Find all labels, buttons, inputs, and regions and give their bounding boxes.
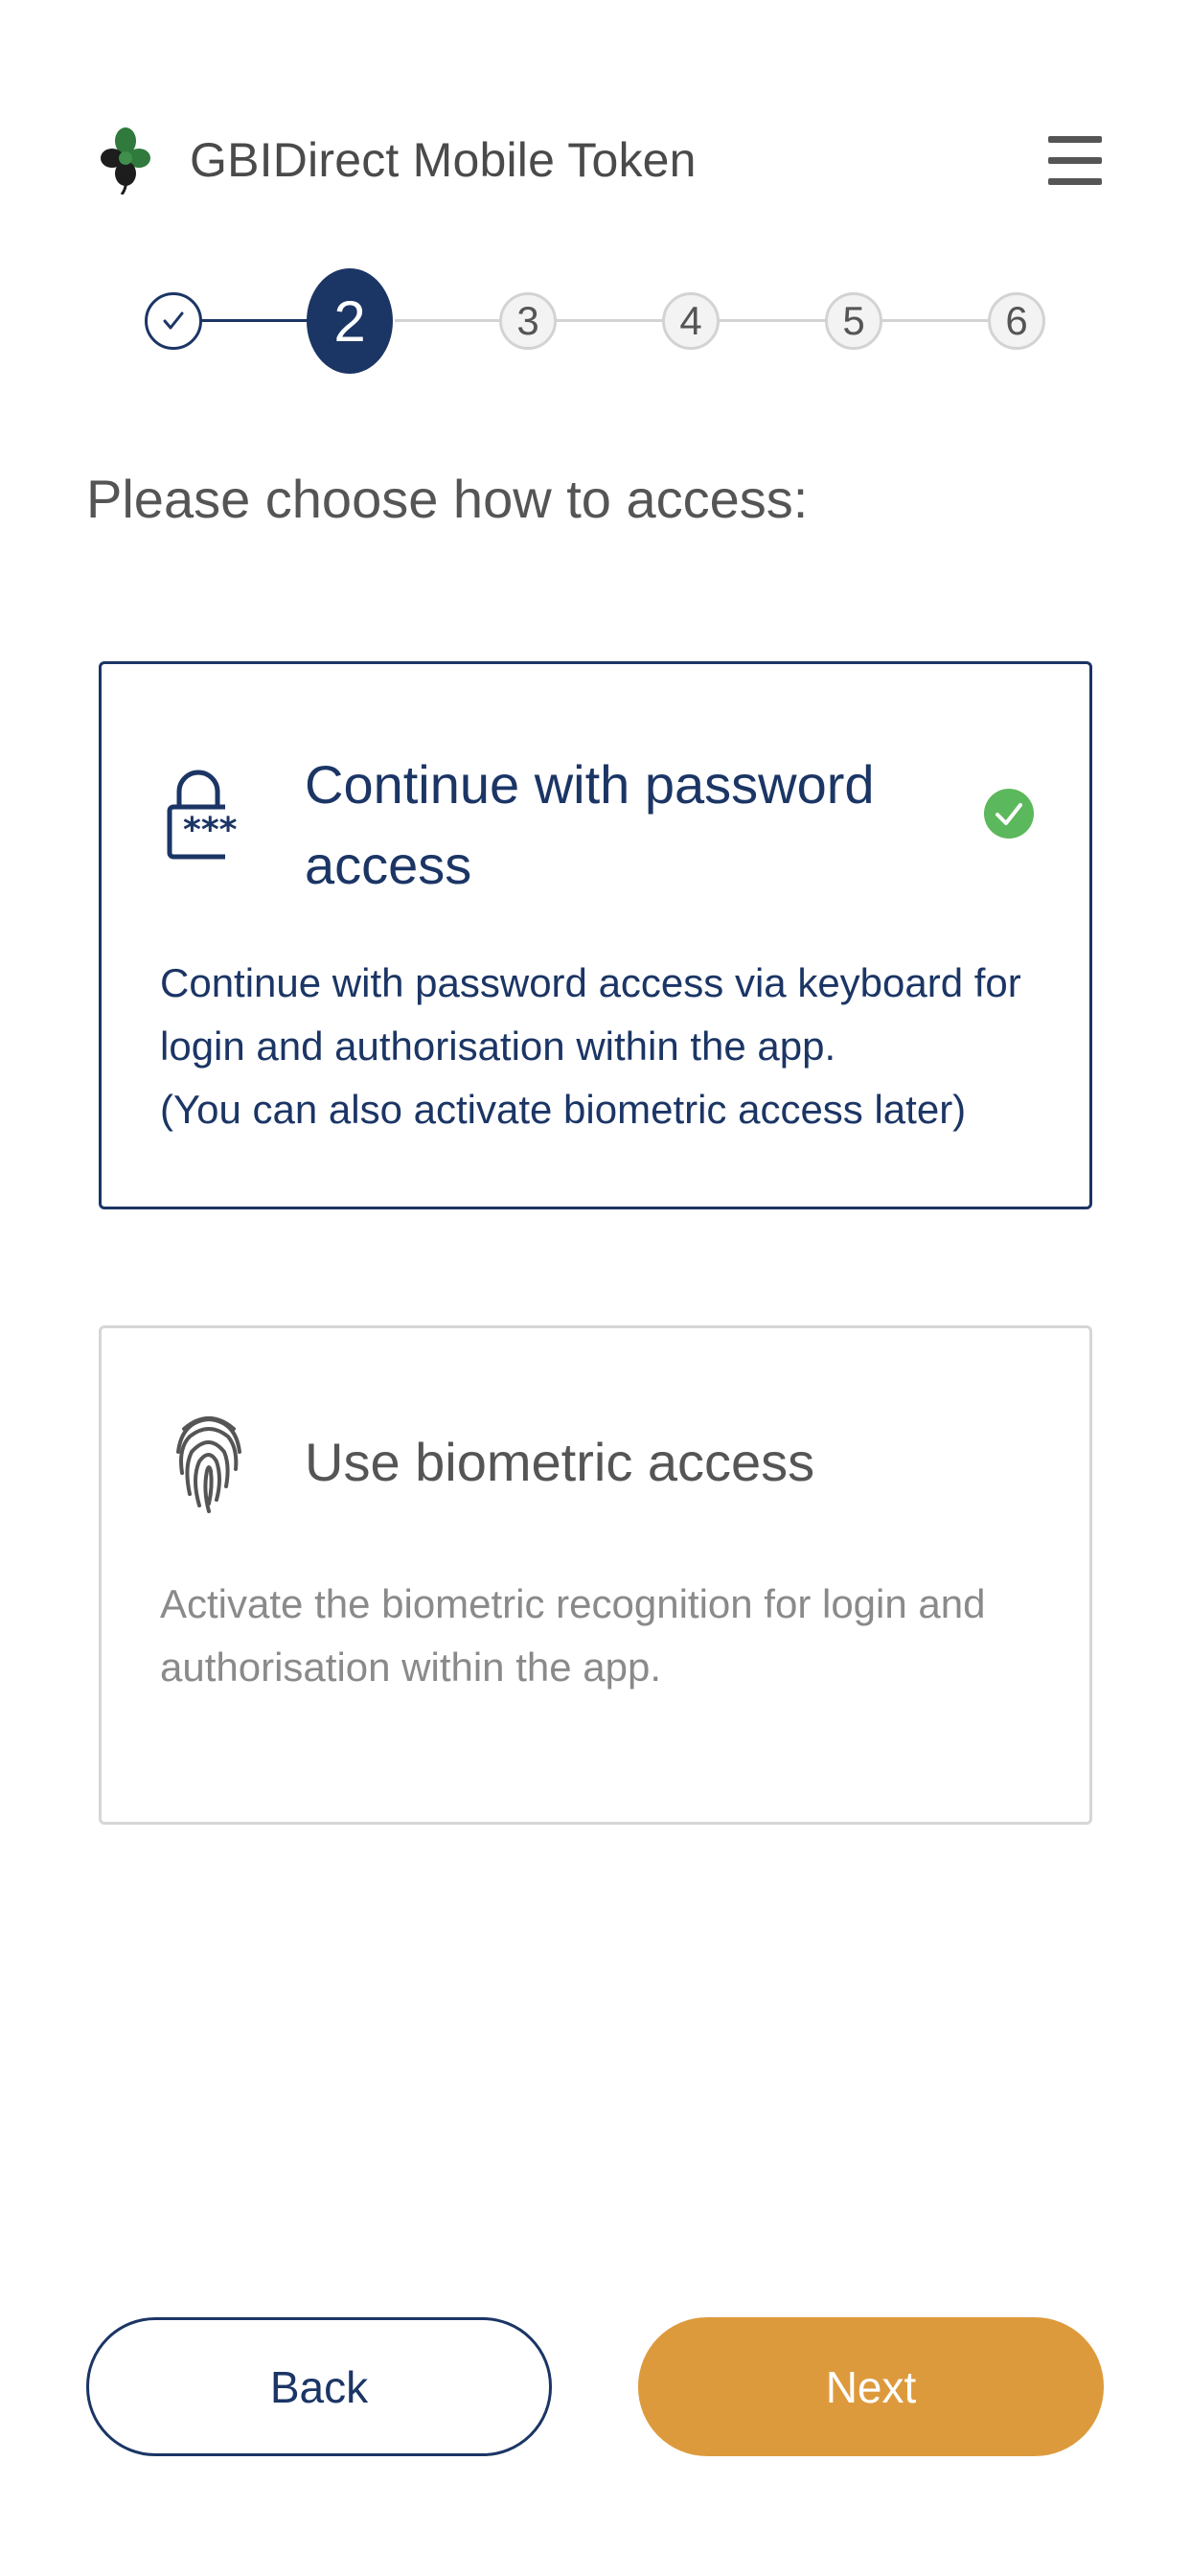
step-2-current bbox=[307, 268, 393, 374]
step-number: 4 bbox=[679, 298, 702, 343]
page-title: Please choose how to access: bbox=[86, 469, 809, 529]
next-button[interactable]: Next bbox=[638, 2317, 1104, 2456]
padlock-password-icon bbox=[164, 765, 250, 865]
option-biometric-card[interactable] bbox=[99, 1325, 1092, 1825]
step-number: 6 bbox=[1005, 298, 1028, 343]
step-5 bbox=[825, 292, 882, 350]
option-description: Activate the biometric recognition for login and authorisation within the app. bbox=[160, 1581, 986, 1690]
option-title: Use biometric access bbox=[305, 1432, 815, 1492]
option-title: Continue with password access bbox=[305, 754, 875, 895]
selected-check-icon bbox=[984, 789, 1034, 839]
step-number: 3 bbox=[516, 298, 539, 343]
back-button[interactable]: Back bbox=[86, 2317, 552, 2456]
step-4 bbox=[662, 292, 720, 350]
step-6 bbox=[988, 292, 1045, 350]
fingerprint-icon bbox=[174, 1410, 243, 1522]
step-number: 5 bbox=[842, 298, 865, 343]
svg-text:***: *** bbox=[183, 811, 238, 850]
check-icon bbox=[159, 307, 188, 335]
step-3 bbox=[499, 292, 557, 350]
clover-logo-icon bbox=[101, 127, 150, 195]
app-title: GBIDirect Mobile Token bbox=[190, 133, 697, 187]
step-number: 2 bbox=[333, 288, 366, 354]
hamburger-menu-icon[interactable] bbox=[1048, 136, 1102, 186]
option-password-card[interactable] bbox=[99, 661, 1092, 1209]
step-1-completed bbox=[145, 292, 202, 350]
option-description: Continue with password access via keyboard for login and authorisation within the app. (You can also activate biometric access later) bbox=[160, 960, 1021, 1132]
